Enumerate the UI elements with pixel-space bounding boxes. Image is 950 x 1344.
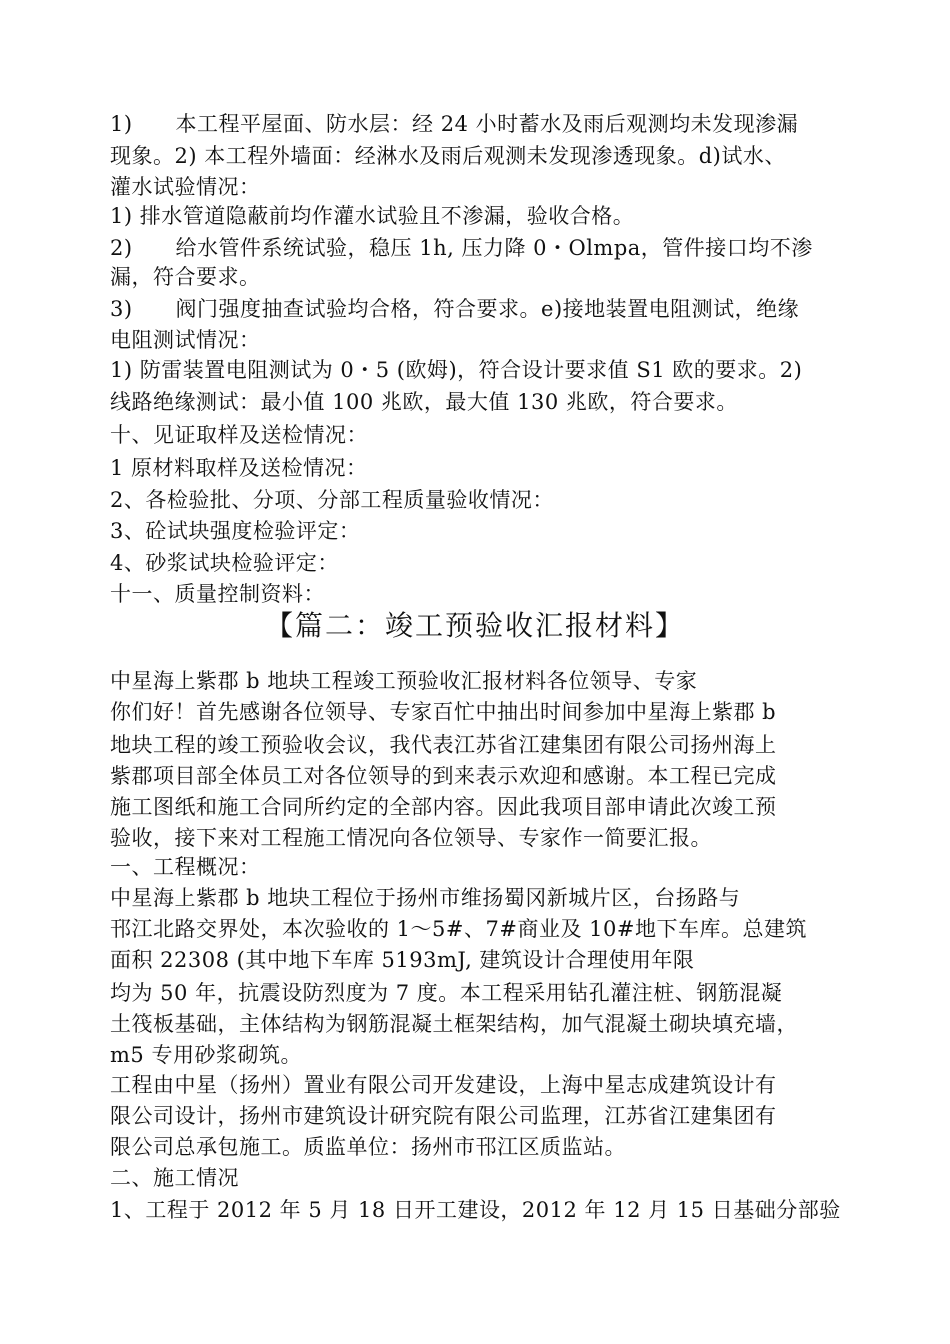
- text-line: 邗江北路交界处，本次验收的 1〜5#、7#商业及 10#地下车库。总建筑: [110, 917, 807, 941]
- text-line: 你们好！首先感谢各位领导、专家百忙中抽出时间参加中星海上紫郡 b: [110, 700, 777, 724]
- text-line: 工程由中星（扬州）置业有限公司开发建设，上海中星志成建筑设计有: [110, 1073, 777, 1097]
- text-line: 灌水试验情况：: [110, 175, 261, 199]
- text-line: 中星海上紫郡 b 地块工程竣工预验收汇报材料各位领导、专家: [110, 669, 698, 693]
- text-line: 限公司总承包施工。质监单位：扬州市邗江区质监站。: [110, 1135, 626, 1159]
- section-title: 【篇二：竣工预验收汇报材料】: [264, 609, 685, 642]
- text-line: 3) 阀门强度抽查试验均合格，符合要求。e)接地装置电阻测试，绝缘: [110, 297, 800, 321]
- text-line: 1 原材料取样及送检情况：: [110, 456, 368, 480]
- text-line: 现象。2) 本工程外墙面：经淋水及雨后观测未发现渗透现象。d)试水、: [110, 144, 786, 168]
- text-line: 二、施工情况: [110, 1166, 239, 1190]
- text-line: 十一、质量控制资料：: [110, 582, 325, 606]
- text-line: 紫郡项目部全体员工对各位领导的到来表示欢迎和感谢。本工程已完成: [110, 764, 777, 788]
- text-line: 漏，符合要求。: [110, 265, 261, 289]
- text-line: 十、见证取样及送检情况：: [110, 423, 368, 447]
- text-line: 一、工程概况：: [110, 855, 261, 879]
- text-line: 均为 50 年，抗震设防烈度为 7 度。本工程采用钻孔灌注桩、钢筋混凝: [110, 981, 783, 1005]
- text-line: 面积 22308 (其中地下车库 5193mJ, 建筑设计合理使用年限: [110, 948, 695, 972]
- text-line: 3、砼试块强度检验评定：: [110, 519, 361, 543]
- text-line: 4、砂浆试块检验评定：: [110, 551, 339, 575]
- text-line: 限公司设计，扬州市建筑设计研究院有限公司监理，江苏省江建集团有: [110, 1104, 777, 1128]
- text-line: m5 专用砂浆砌筑。: [110, 1043, 302, 1067]
- text-line: 2、各检验批、分项、分部工程质量验收情况：: [110, 488, 554, 512]
- text-line: 中星海上紫郡 b 地块工程位于扬州市维扬蜀冈新城片区，台扬路与: [110, 886, 741, 910]
- text-line: 电阻测试情况：: [110, 328, 261, 352]
- text-line: 1) 排水管道隐蔽前均作灌水试验且不渗漏，验收合格。: [110, 204, 635, 228]
- text-line: 施工图纸和施工合同所约定的全部内容。因此我项目部申请此次竣工预: [110, 795, 777, 819]
- text-line: 2) 给水管件系统试验，稳压 1h, 压力降 0・Olmpa，管件接口均不渗: [110, 236, 813, 260]
- text-line: 1、工程于 2012 年 5 月 18 日开工建设，2012 年 12 月 15 日基础分部验: [110, 1198, 841, 1222]
- text-line: 1) 防雷装置电阻测试为 0・5 (欧姆)，符合设计要求值 S1 欧的要求。2): [110, 358, 803, 382]
- text-line: 验收，接下来对工程施工情况向各位领导、专家作一简要汇报。: [110, 826, 712, 850]
- text-line: 土筏板基础，主体结构为钢筋混凝土框架结构，加气混凝土砌块填充墙，: [110, 1012, 798, 1036]
- text-line: 地块工程的竣工预验收会议，我代表江苏省江建集团有限公司扬州海上: [110, 733, 777, 757]
- text-line: 1) 本工程平屋面、防水层：经 24 小时蓄水及雨后观测均未发现渗漏: [110, 112, 799, 136]
- text-line: 线路绝缘测试：最小值 100 兆欧，最大值 130 兆欧，符合要求。: [110, 390, 738, 414]
